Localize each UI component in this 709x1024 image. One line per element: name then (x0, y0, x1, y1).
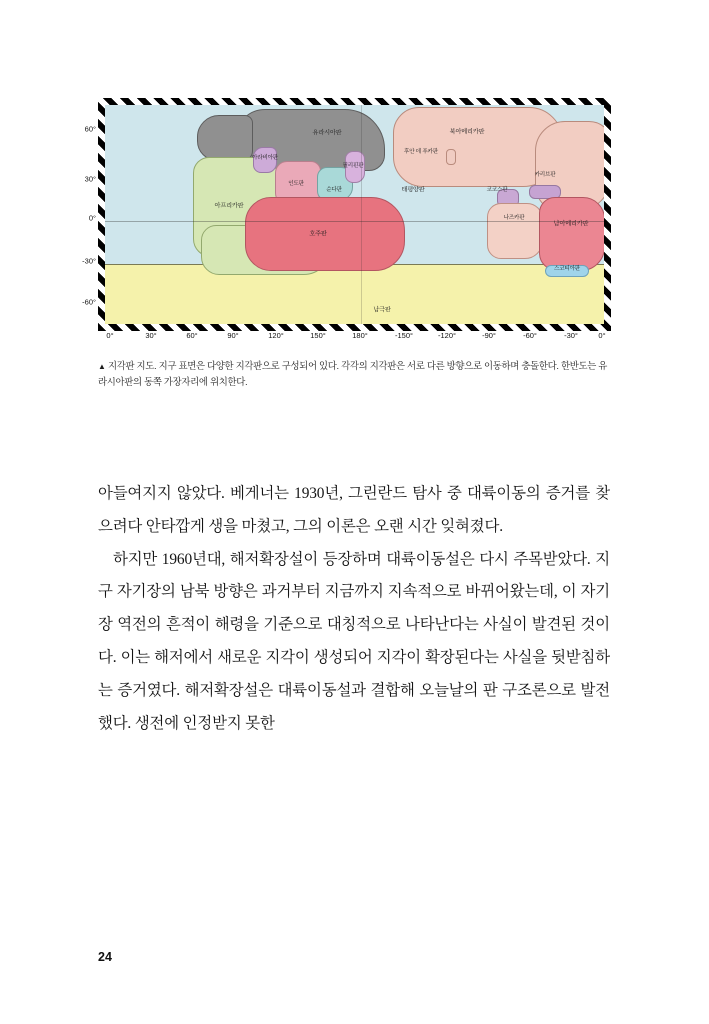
body-text (98, 478, 610, 741)
map-label-north-american: 북아메리카판 (449, 128, 485, 136)
y-tick-60: 60° (84, 124, 96, 134)
y-tick-m30: -30° (82, 256, 96, 266)
x-tick-m60: -60° (523, 331, 537, 340)
map-label-juan-de-fuca: 후안 데 푸카판 (404, 149, 438, 155)
x-tick-150: 150° (310, 331, 326, 340)
map-y-axis (72, 98, 98, 331)
x-tick-m30: -30° (564, 331, 578, 340)
map-frame (98, 98, 611, 331)
y-tick-30: 30° (84, 174, 96, 184)
y-tick-m60: -60° (82, 297, 96, 307)
paragraph-2: 하지만 1960년대, 해저확장설이 등장하며 대륙이동설은 다시 주목받았다. 지구 자기장의 남북 방향은 과거부터 지금까지 지속적으로 바뀌어왔는데, 이 자기장 역전의 흔적이 해령을 기준으로 대칭적으로 나타난다는 사실이 발견된 것이다. 이는 해저에서 새로운 지각이 생성되어 지각이 확장된다는 사실을 뒷받침하는 증거였다. 해저확장설은 대륙이동설과 결합해 오늘날의 판 구조론으로 발전했다. 생전에 인정받지 못한 (98, 550, 610, 732)
plate-eurasian-west (197, 115, 253, 161)
x-tick-120: 120° (268, 331, 284, 340)
map-label-nazca: 나즈카판 (503, 215, 525, 221)
map-label-pacific: 태평양판 (401, 186, 425, 194)
figure-caption (98, 358, 611, 390)
map-label-australian: 호주판 (309, 230, 327, 238)
map-label-philippine: 필리핀판 (342, 163, 364, 169)
plate-south-american (539, 197, 604, 271)
map-label-scotia: 스코티아판 (553, 266, 581, 272)
map-label-cocos: 코코스판 (486, 187, 508, 193)
map-canvas (105, 105, 604, 324)
map-x-axis (98, 331, 611, 347)
x-tick-60: 60° (186, 331, 198, 340)
map-label-sunda: 순다판 (326, 187, 342, 193)
x-tick-30: 30° (145, 331, 157, 340)
map-label-arabian: 아라비아판 (251, 155, 279, 161)
y-tick-0: 0° (88, 213, 96, 223)
caption-text: 지각판 지도. 지구 표면은 다양한 지각판으로 구성되어 있다. 각각의 지각판은 서로 다른 방향으로 이동하며 충돌한다. 한반도는 유라시아판의 동쪽 가장자리에 위치한다. (98, 360, 608, 387)
plate-nazca (487, 203, 543, 259)
map-label-eurasian: 유라시아판 (312, 129, 342, 137)
plate-antarctic (105, 264, 604, 324)
plate-juan-de-fuca (446, 149, 456, 165)
x-tick-90: 90° (227, 331, 239, 340)
grid-meridian (361, 105, 362, 324)
caption-marker-icon: ▲ (98, 362, 106, 371)
x-tick-0-end: 0° (598, 331, 606, 340)
map-label-african: 아프리카판 (214, 202, 244, 210)
grid-equator (105, 221, 604, 222)
x-tick-m90: -90° (482, 331, 496, 340)
page-number: 24 (98, 950, 112, 964)
map-label-south-american: 남아메리카판 (553, 220, 589, 228)
map-label-antarctic: 남극판 (373, 306, 391, 314)
paragraph-1: 아들여지지 않았다. 베게너는 1930년, 그린란드 탐사 중 대륙이동의 증거를 찾으려다 안타깝게 생을 마쳤고, 그의 이론은 오랜 시간 잊혀졌다. (98, 485, 610, 535)
x-tick-180: 180° (352, 331, 368, 340)
x-tick-m120: -120° (437, 331, 457, 340)
x-tick-0: 0° (106, 331, 114, 340)
map-label-indian: 인도판 (288, 181, 304, 187)
x-tick-m150: -150° (394, 331, 414, 340)
plate-tectonics-figure (98, 98, 611, 331)
map-label-caribbean: 카리브판 (534, 172, 556, 178)
